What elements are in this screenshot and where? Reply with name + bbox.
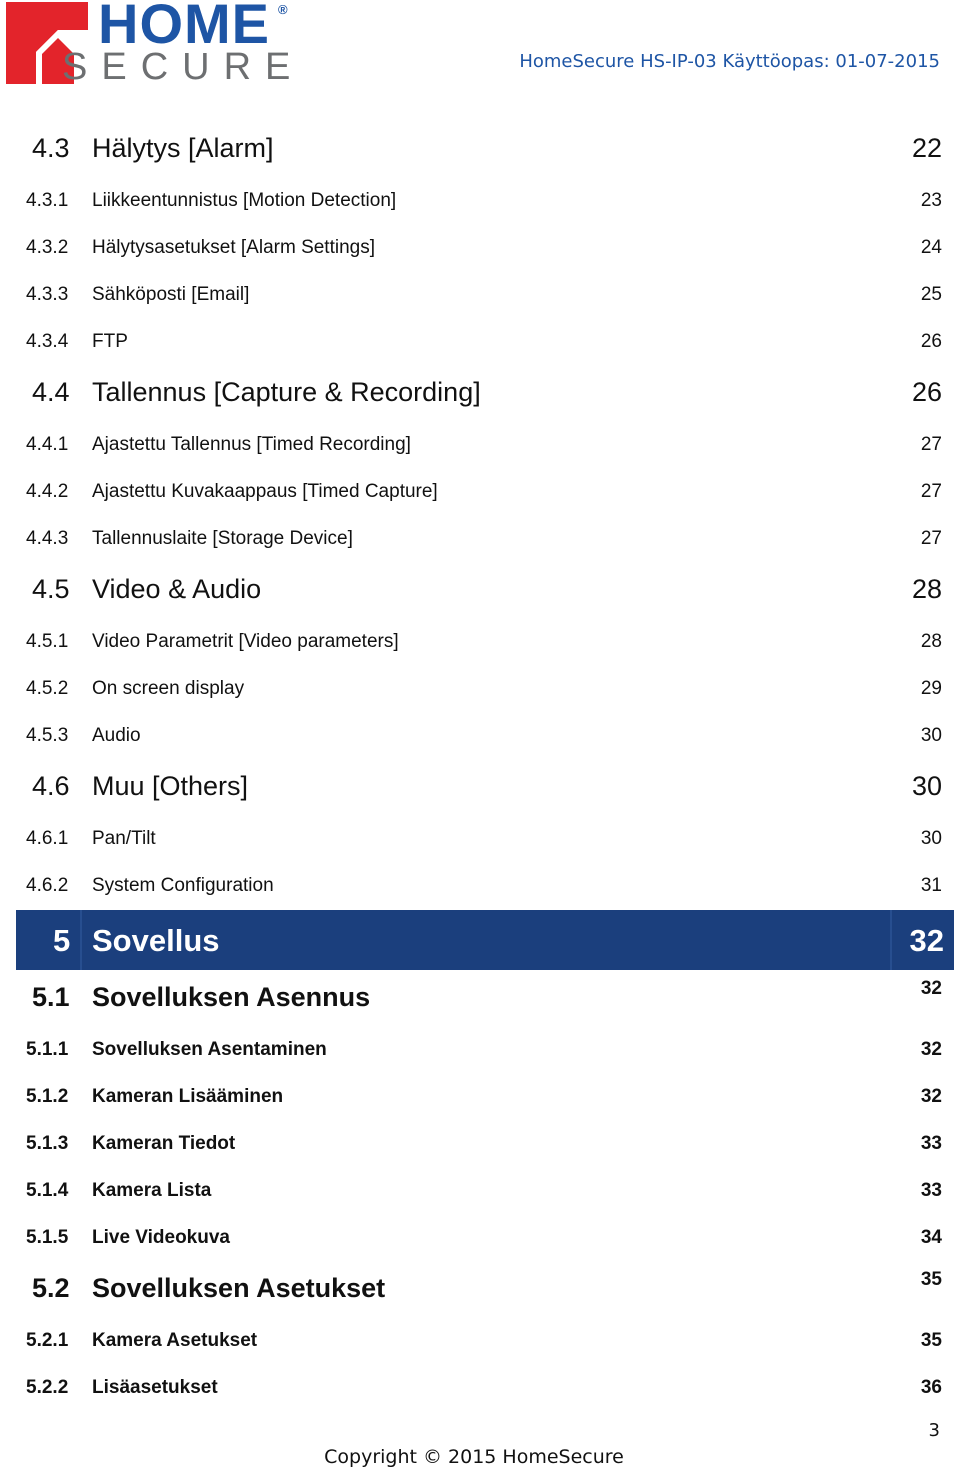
toc-number: 4.5.1 <box>26 631 69 652</box>
toc-number: 4.3.2 <box>26 237 69 258</box>
toc-title: Sovelluksen Asennus <box>92 982 371 1012</box>
toc-number: 4.3.3 <box>26 284 69 305</box>
toc-title: Kamera Lista <box>92 1180 212 1201</box>
toc-title: Video & Audio <box>92 574 262 604</box>
toc-title: Video Parametrit [Video parameters] <box>92 631 399 652</box>
toc-title: FTP <box>92 331 128 352</box>
toc-page: 23 <box>920 190 942 211</box>
chapter-title: Sovellus <box>92 923 220 958</box>
toc-title: System Configuration <box>92 875 274 896</box>
toc-page: 30 <box>920 725 942 746</box>
toc-title: Pan/Tilt <box>92 828 156 849</box>
toc-page: 32 <box>920 1086 942 1107</box>
toc-number: 4.6.1 <box>26 828 69 849</box>
toc-page: 28 <box>920 631 942 652</box>
toc-number: 4.4.2 <box>26 481 69 502</box>
toc-page: 27 <box>920 481 942 502</box>
toc-number: 4.6.2 <box>26 875 69 896</box>
toc-number: 5.1.1 <box>26 1039 69 1060</box>
toc-page: 26 <box>920 331 942 352</box>
toc-title: Ajastettu Kuvakaappaus [Timed Capture] <box>92 481 438 502</box>
logo-word-secure: SECURE <box>62 46 305 88</box>
toc-chapter-bar[interactable] <box>16 910 954 970</box>
toc-number: 5.1.5 <box>26 1227 69 1248</box>
toc-page: 31 <box>920 875 942 896</box>
document-title: HomeSecure HS-IP-03 Käyttöopas: 01-07-2015 <box>519 51 940 72</box>
toc-number: 5.1.2 <box>26 1086 69 1107</box>
toc-page: 32 <box>920 1039 942 1060</box>
toc-page: 30 <box>920 828 942 849</box>
toc-page: 25 <box>920 284 942 305</box>
toc-page: 24 <box>920 237 942 258</box>
toc-title: Sovelluksen Asetukset <box>92 1273 386 1303</box>
chapter-page: 32 <box>909 923 944 958</box>
chapter-divider <box>890 910 892 970</box>
toc-title: Sovelluksen Asentaminen <box>92 1039 327 1060</box>
toc-title: Tallennuslaite [Storage Device] <box>92 528 353 549</box>
toc-page: 34 <box>920 1227 942 1248</box>
toc-page: 33 <box>920 1180 942 1201</box>
chapter-number: 5 <box>53 923 71 958</box>
toc-number: 5.1.3 <box>26 1133 69 1154</box>
toc-title: Tallennus [Capture & Recording] <box>92 377 481 407</box>
toc-title: Liikkeentunnistus [Motion Detection] <box>92 190 397 211</box>
toc-number: 4.3.1 <box>26 190 69 211</box>
toc-page: 30 <box>911 771 942 801</box>
toc-title: Live Videokuva <box>92 1227 230 1248</box>
toc-title: Lisäasetukset <box>92 1377 218 1398</box>
toc-number: 4.4.3 <box>26 528 69 549</box>
toc-number: 4.5 <box>32 574 70 604</box>
toc-number: 5.2.2 <box>26 1377 69 1398</box>
toc-page: 27 <box>920 528 942 549</box>
chapter-divider <box>80 910 82 970</box>
toc-page: 22 <box>911 133 942 163</box>
toc-page: 35 <box>920 1330 942 1351</box>
toc-number: 5.2.1 <box>26 1330 69 1351</box>
toc-page: 29 <box>920 678 942 699</box>
toc-title: Hälytys [Alarm] <box>92 133 274 163</box>
toc-number: 5.1 <box>32 982 70 1012</box>
toc-number: 4.6 <box>32 771 70 801</box>
toc-number: 4.3.4 <box>26 331 69 352</box>
toc-title: Kamera Asetukset <box>92 1330 258 1351</box>
toc-page: 32 <box>920 978 942 999</box>
toc-title: Kameran Lisääminen <box>92 1086 284 1107</box>
toc-page: 27 <box>920 434 942 455</box>
homesecure-logo <box>6 2 306 86</box>
registered-mark: ® <box>278 2 288 17</box>
toc-number: 5.1.4 <box>26 1180 69 1201</box>
toc-title: Sähköposti [Email] <box>92 284 250 305</box>
toc-title: Kameran Tiedot <box>92 1133 236 1154</box>
page-number: 3 <box>928 1420 940 1441</box>
toc-number: 4.4.1 <box>26 434 69 455</box>
toc-title: Ajastettu Tallennus [Timed Recording] <box>92 434 411 455</box>
toc-title: On screen display <box>92 678 245 699</box>
toc-number: 4.5.2 <box>26 678 69 699</box>
toc-page: 36 <box>920 1377 942 1398</box>
toc-page: 28 <box>911 574 942 604</box>
toc-title: Muu [Others] <box>92 771 249 801</box>
toc-number: 5.2 <box>32 1273 70 1303</box>
toc-title: Audio <box>92 725 141 746</box>
toc-number: 4.3 <box>32 133 70 163</box>
toc-page: 35 <box>920 1269 942 1290</box>
footer-copyright: Copyright © 2015 HomeSecure <box>324 1446 624 1468</box>
toc-page: 33 <box>920 1133 942 1154</box>
toc-number: 4.5.3 <box>26 725 69 746</box>
toc-number: 4.4 <box>32 377 70 407</box>
logo-word-home: HOME <box>98 0 270 55</box>
toc-page: 26 <box>911 377 942 407</box>
toc-title: Hälytysasetukset [Alarm Settings] <box>92 237 375 258</box>
